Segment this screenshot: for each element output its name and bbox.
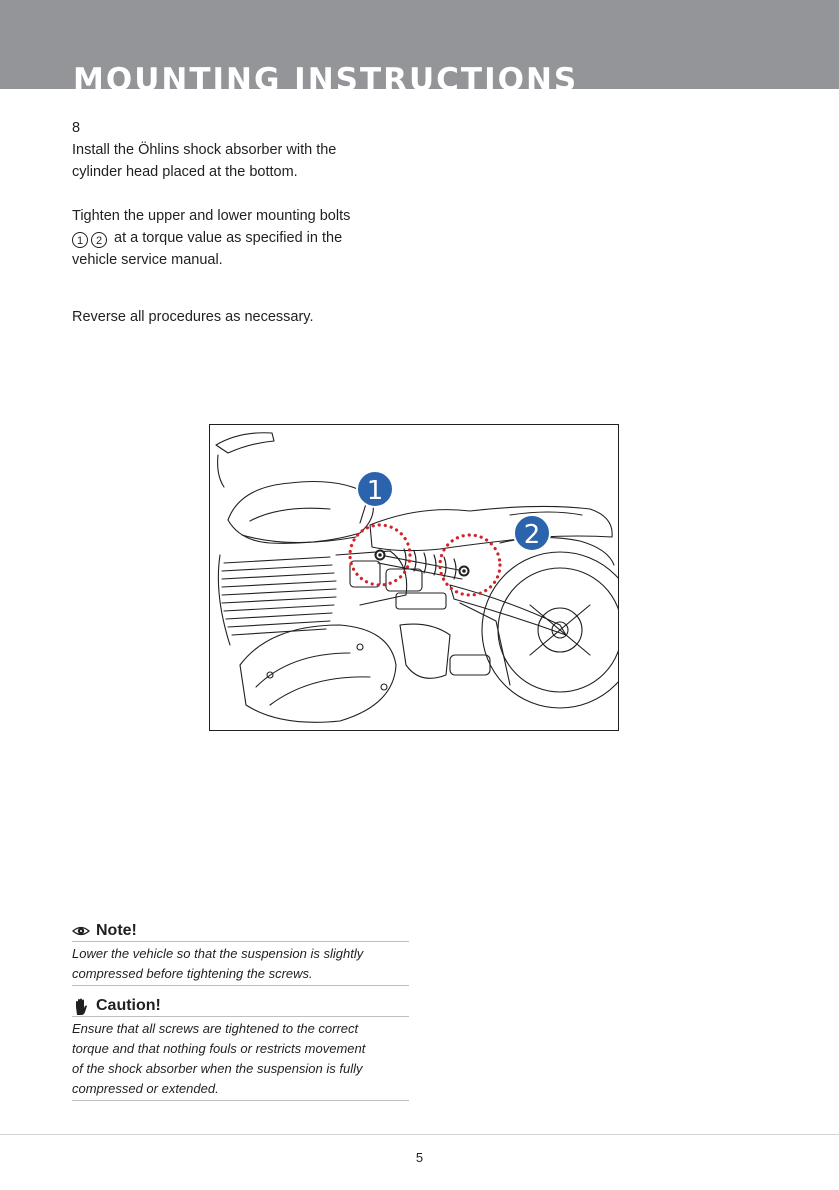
engine-part [350,561,380,587]
step-number: 8 [72,120,81,136]
swingarm-outline [450,585,566,635]
seat-detail-line [510,512,582,515]
case-bolt [381,684,387,690]
motorcycle-illustration [209,424,619,731]
case-detail-line [270,677,370,705]
footer-divider [0,1134,839,1135]
caution-header [72,997,409,1017]
shock-absorber [378,549,464,579]
bolt-2-highlight [440,535,500,595]
bolt-2-marker: 2 [91,232,107,248]
frame-line [218,455,224,487]
step-instructions [72,117,402,328]
gearbox-outline [400,624,450,678]
spacer [72,183,402,205]
note-text [72,942,409,986]
hand-icon [72,998,90,1014]
note-title: Note! [96,922,137,939]
caution-text-line: compressed or extended. [72,1081,219,1096]
case-detail-line [256,653,350,687]
step-text-line: vehicle service manual. [72,252,223,268]
upper-mount-bolt-center [379,554,381,556]
engine-outline [218,555,230,645]
note-text-line: Lower the vehicle so that the suspension is slightly [72,946,364,961]
case-bolt [357,644,363,650]
spacer [72,271,402,306]
caution-text-line: of the shock absorber when the suspension is fully [72,1061,363,1076]
lower-mount-bolt-center [463,570,465,572]
rear-tire-inner [498,568,618,692]
step-text-line: Tighten the upper and lower mounting bolts [72,208,351,224]
step-text-line [72,227,402,249]
frame-tube [460,603,510,685]
note-text-line: compressed before tightening the screws. [72,966,313,981]
header-band [0,0,839,89]
page-number: 5 [415,1150,424,1165]
note-header [72,922,409,942]
step-text-fragment: at a torque value as specified in the [110,230,343,246]
callout-1-label: 1 [366,476,384,506]
caution-box [72,997,409,1101]
fuel-tank-outline [228,482,373,544]
page-title: MOUNTING INSTRUCTIONS [73,62,579,89]
step-text-line: Install the Öhlins shock absorber with the [72,142,337,158]
footpeg [450,655,490,675]
engine-fins [222,557,336,635]
caution-title: Caution! [96,997,161,1014]
eye-icon [72,923,90,939]
engine-case-outline [240,625,396,722]
rear-tire-outer [482,552,618,708]
caution-text-line: torque and that nothing fouls or restricts movement [72,1041,366,1056]
tank-detail-line [250,508,330,521]
step-text-line: Reverse all procedures as necessary. [72,309,314,325]
caution-text-line: Ensure that all screws are tightened to the correct [72,1021,359,1036]
caution-text [72,1017,409,1101]
note-box [72,922,409,986]
bolt-1-marker: 1 [72,232,88,248]
callout-2-label: 2 [523,520,541,550]
handlebar-line [216,433,274,453]
step-text-line: cylinder head placed at the bottom. [72,164,298,180]
